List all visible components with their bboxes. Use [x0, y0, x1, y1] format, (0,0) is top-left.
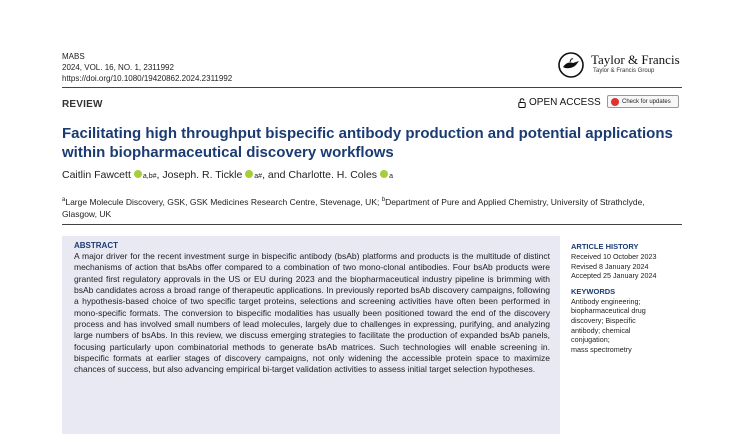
- keyword-line: mass spectrometry: [571, 344, 632, 354]
- affiliation-marker: a: [62, 197, 66, 203]
- check-updates-button[interactable]: [607, 95, 679, 108]
- journal-name: MABS: [62, 52, 85, 61]
- affiliation-text: Department of Pure and Applied Chemistry, University of Strathclyde, Glasgow, UK: [62, 196, 645, 219]
- article-type: REVIEW: [62, 99, 103, 110]
- author-separator: ,: [156, 169, 163, 181]
- orcid-icon[interactable]: [380, 170, 388, 178]
- check-updates-label: Check for updates: [622, 98, 671, 105]
- affiliation-text: Large Molecule Discovery, GSK, GSK Medicines Research Centre, Stevenage, UK;: [65, 196, 382, 207]
- keyword-line: biopharmaceutical drug: [571, 306, 646, 316]
- author-name: Caitlin Fawcett: [62, 169, 131, 181]
- keyword-line: antibody; chemical: [571, 325, 631, 335]
- author-list: [62, 169, 393, 181]
- affiliation-marker: b: [381, 197, 386, 203]
- history-line: Revised 8 January 2024: [571, 261, 649, 271]
- orcid-icon[interactable]: [245, 170, 253, 178]
- article-title: Facilitating high throughput bispecific antibody production and potential applications within biopharmaceutical discovery workflows: [62, 125, 673, 161]
- affiliations: [62, 194, 682, 220]
- history-line: Accepted 25 January 2024: [571, 271, 657, 281]
- publisher-logo: [557, 50, 683, 82]
- journal-volume: 2024, VOL. 16, NO. 1, 2311992: [62, 63, 174, 72]
- abstract-heading: ABSTRACT: [74, 241, 118, 250]
- article-sidebar: [571, 242, 686, 354]
- keyword-line: Antibody engineering;: [571, 296, 641, 306]
- author-name: Joseph. R. Tickle: [162, 169, 243, 181]
- publisher-group: Taylor & Francis Group: [593, 68, 655, 74]
- author-affiliation-marker: a#: [254, 173, 263, 180]
- journal-meta: [62, 51, 232, 84]
- lamp-icon: [557, 52, 585, 78]
- author-name: Charlotte. H. Coles: [288, 169, 378, 181]
- history-line: Received 10 October 2023: [571, 252, 657, 261]
- orcid-icon[interactable]: [134, 170, 142, 178]
- abstract-text: A major driver for the recent investment surge in bispecific antibody (bsAb) platforms and products is the multitude of distinct mechanisms of action that bsAbs offer compared to a combination of two mono-clonal antibodies. Four bsAb products were granted first regulatory approvals in the US or EU during 2023 and the biopharmaceutical industry pipeline is brimming with bsAb candidates across a broad range of therapeutic applications. In previously reported bsAb discovery campaigns, following a hypothesis-based choice of two specific target proteins, selections and screening activities have often been performed in mono-specific formats. The conversion to bispecific modalities has usually been positioned toward the end of the discovery process and has involved small numbers of lead molecules, largely due to challenges in expressing, purifying, and analyzing large numbers of bsAbs. In this review, we discuss emerging strategies to facilitate the production of expanded bsAb panels, focusing particularly upon combinatorial methods to generate bsAb matrices. Such technologies will enable screening in. bispecific formats at earlier stages of discovery campaigns, not only widening the accessible protein space to maximize chances of success, but also advancing empirical bi-target validation activities to assess initial target selection hypotheses.: [74, 251, 550, 375]
- affiliation-divider: [62, 224, 682, 225]
- author-affiliation-marker: a: [389, 173, 393, 180]
- keywords-section: [571, 287, 686, 355]
- keyword-line: discovery; Bispecific: [571, 315, 636, 325]
- publisher-name: Taylor & Francis: [591, 52, 680, 67]
- keyword-line: conjugation;: [571, 335, 610, 345]
- keywords-heading: KEYWORDS: [571, 286, 616, 296]
- open-lock-icon: [518, 98, 526, 108]
- open-access-badge: [518, 97, 601, 108]
- author-affiliation-marker: a,b#: [142, 173, 157, 180]
- abstract-box: [62, 236, 560, 434]
- article-history-heading: ARTICLE HISTORY: [571, 242, 639, 251]
- doi-link[interactable]: https://doi.org/10.1080/19420862.2024.2311992: [62, 74, 233, 83]
- open-access-label: OPEN ACCESS: [529, 97, 601, 108]
- header-divider: [62, 87, 682, 88]
- author-separator: , and: [262, 169, 289, 181]
- check-updates-icon: [611, 98, 619, 106]
